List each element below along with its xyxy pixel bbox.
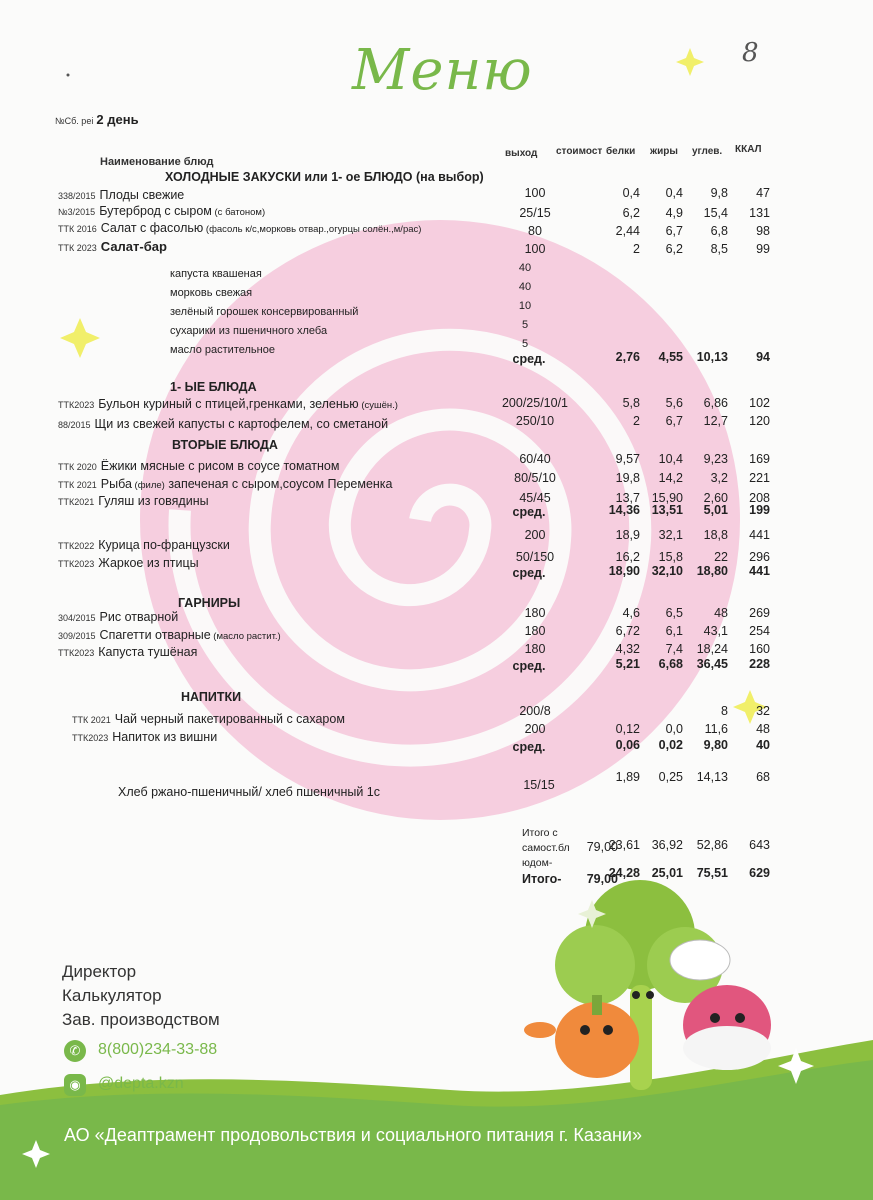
dish-name (58, 643, 197, 661)
dish-output: 200/8 (519, 704, 551, 718)
salad-ingredient-output: 40 (518, 281, 532, 293)
dish-code: ТТК 2023 (58, 243, 97, 253)
dish-c: 18,8 (703, 528, 728, 542)
total1-c: 52,86 (696, 838, 728, 852)
dish-f: 14,2 (658, 471, 683, 485)
dish-name (58, 492, 209, 510)
dish-p: 19,8 (615, 471, 640, 485)
dish-p: 6,72 (615, 624, 640, 638)
total2-p: 24,28 (608, 866, 640, 880)
total2-k: 629 (749, 866, 770, 880)
dish-title: Чай черный пакетированный с сахаром (114, 712, 345, 726)
avg-label: сред. (512, 740, 546, 754)
dish-title: Салат-бар (100, 239, 167, 254)
phone-number[interactable]: 8(800)234-33-88 (98, 1041, 218, 1058)
dish-name (58, 536, 230, 554)
dish-k: 160 (749, 642, 770, 656)
dish-c: 22 (714, 550, 728, 564)
dish-p: 13,7 (615, 491, 640, 505)
dish-code: 88/2015 (58, 420, 91, 430)
dish-output: 250/10 (515, 414, 555, 428)
dish-name (58, 395, 398, 413)
dish-name (58, 608, 178, 626)
dish-code: ТТК2023 (58, 400, 95, 410)
salad-ingredient-output: 10 (518, 300, 532, 312)
phone-icon: ✆ (64, 1040, 86, 1062)
total1-cost: 79,00 (586, 840, 618, 854)
section-sides: ГАРНИРЫ (178, 596, 241, 610)
avg-drinks-p: 0,06 (615, 738, 640, 752)
bread-c: 14,13 (696, 770, 728, 784)
dish-c: 48 (714, 606, 728, 620)
dish-p: 2 (633, 414, 640, 428)
dish-c: 18,24 (696, 642, 728, 656)
dish-p: 5,8 (622, 396, 640, 410)
dish-output: 50/150 (515, 550, 555, 564)
footer-organization: АО «Деаптрамент продовольствия и социального питания г. Казани» (64, 1125, 642, 1145)
dish-title: Капуста тушёная (98, 645, 198, 659)
col-fat-header: жиры (650, 146, 678, 157)
dish-name (58, 238, 167, 256)
total2-label: Итого- (522, 872, 562, 886)
dish-name (58, 475, 393, 493)
dish-k: 99 (756, 242, 770, 256)
avg-second1-p: 14,36 (608, 503, 640, 517)
section-cold: ХОЛОДНЫЕ ЗАКУСКИ или 1- ое БЛЮДО (на выбор) (165, 170, 484, 184)
dish-k: 47 (756, 186, 770, 200)
avg-second2-c: 18,80 (696, 564, 728, 578)
total1-label: Итого с самост.бл юдом- (522, 827, 570, 869)
dish-k: 120 (749, 414, 770, 428)
dish-f: 4,9 (665, 206, 683, 220)
dish-f: 6,7 (665, 414, 683, 428)
dish-p: 9,57 (615, 452, 640, 466)
dish-f: 32,1 (658, 528, 683, 542)
bread-k: 68 (756, 770, 770, 784)
dish-f: 6,1 (665, 624, 683, 638)
dish-output: 80/5/10 (514, 471, 556, 485)
dish-k: 208 (749, 491, 770, 505)
dish-title: Рыба (100, 477, 132, 491)
dish-title: Бутерброд с сыром (99, 204, 212, 218)
staff-calculator: Калькулятор (62, 986, 162, 1005)
dish-title: Напиток из вишни (112, 730, 218, 744)
dish-title: Курица по-французски (98, 538, 230, 552)
avg-label: сред. (512, 659, 546, 673)
dish-code: 304/2015 (58, 613, 96, 623)
dish-output: 200/25/10/1 (501, 396, 569, 410)
dish-p: 2,44 (615, 224, 640, 238)
instagram-handle[interactable]: @depta.kzn (98, 1075, 184, 1092)
dish-output: 200 (524, 722, 546, 736)
dish-note: (фасоль к/с,морковь отвар.,огурцы солён.,м/рас) (203, 224, 422, 235)
dish-title: Спагетти отварные (99, 628, 211, 642)
bread-p: 1,89 (615, 770, 640, 784)
dish-output: 180 (524, 606, 546, 620)
avg-label: сред. (512, 566, 546, 580)
avg-second1-k: 199 (749, 503, 770, 517)
avg-cold-k: 94 (756, 350, 770, 364)
salad-ingredient-output: 40 (518, 262, 532, 274)
dish-f: 7,4 (665, 642, 683, 656)
dish-f: 6,5 (665, 606, 683, 620)
col-name-header: Наименование блюд (100, 156, 214, 168)
avg-cold-f: 4,55 (658, 350, 683, 364)
dish-output: 25/15 (519, 206, 551, 220)
dish-k: 221 (749, 471, 770, 485)
dish-c: 3,2 (710, 471, 728, 485)
dish-code: ТТК2023 (58, 648, 95, 658)
staff-production-head: Зав. производством (62, 1010, 220, 1029)
total2-c: 75,51 (696, 866, 728, 880)
avg-drinks-k: 40 (756, 738, 770, 752)
avg-sides-c: 36,45 (696, 657, 728, 671)
total2-cost: 79,00 (586, 872, 618, 886)
dish-k: 441 (749, 528, 770, 542)
dish-name (58, 202, 265, 220)
dish-code: ТТК 2016 (58, 224, 97, 234)
dish-title: Гуляш из говядины (98, 494, 209, 508)
dish-title: Щи из свежей капусты с картофелем, со сметаной (94, 417, 389, 431)
avg-second1-c: 5,01 (703, 503, 728, 517)
dish-code: ТТК 2020 (58, 462, 97, 472)
avg-label: сред. (512, 352, 546, 366)
vegetable-characters (524, 880, 771, 1090)
dish-p: 0,12 (615, 722, 640, 736)
dish-c: 15,4 (703, 206, 728, 220)
dish-code: ТТК 2021 (72, 715, 111, 725)
dish-output: 180 (524, 624, 546, 638)
dish-code: №3/2015 (58, 207, 96, 217)
dish-k: 131 (749, 206, 770, 220)
dish-note: (масло растит.) (210, 631, 281, 642)
avg-second2-k: 441 (749, 564, 770, 578)
dish-f: 6,2 (665, 242, 683, 256)
dish-f: 15,8 (658, 550, 683, 564)
avg-drinks-f: 0,02 (658, 738, 683, 752)
dish-c: 9,8 (710, 186, 728, 200)
dish-f: 15,90 (651, 491, 683, 505)
dish-name (58, 554, 199, 572)
dish-f: 0,0 (665, 722, 683, 736)
dish-c: 6,86 (703, 396, 728, 410)
avg-cold-c: 10,13 (696, 350, 728, 364)
dish-c: 12,7 (703, 414, 728, 428)
salad-ingredient: сухарики из пшеничного хлеба (170, 325, 328, 337)
section-second: ВТОРЫЕ БЛЮДА (172, 438, 278, 452)
avg-second2-f: 32,10 (651, 564, 683, 578)
staff-director: Директор (62, 962, 137, 981)
avg-sides-p: 5,21 (615, 657, 640, 671)
dish-f: 5,6 (665, 396, 683, 410)
col-protein-header: белки (606, 146, 636, 157)
dish-note: (сушён.) (358, 400, 398, 411)
dish-output: 200 (524, 528, 546, 542)
bread-name: Хлеб ржано-пшеничный/ хлеб пшеничный 1с (118, 785, 380, 799)
dish-code: ТТК2023 (58, 559, 95, 569)
dish-code: ТТК2023 (72, 733, 109, 743)
dish-code: ТТК 2021 (58, 480, 97, 490)
dish-k: 98 (756, 224, 770, 238)
dish-c: 6,8 (710, 224, 728, 238)
page-title: Меню (352, 38, 533, 103)
dish-output: 100 (524, 186, 546, 200)
dish-output: 60/40 (519, 452, 551, 466)
dish-title: Плоды свежие (99, 188, 185, 202)
avg-drinks-c: 9,80 (703, 738, 728, 752)
avg-second1-f: 13,51 (651, 503, 683, 517)
dish-k: 102 (749, 396, 770, 410)
dish-output: 100 (524, 242, 546, 256)
dish-c: 8,5 (710, 242, 728, 256)
col-output-header: выход (505, 148, 538, 159)
instagram-icon: ◉ (64, 1074, 86, 1096)
dish-note: (с батоном) (211, 207, 266, 218)
dish-k: 48 (756, 722, 770, 736)
dish-name (72, 710, 345, 728)
total1-k: 643 (749, 838, 770, 852)
dish-p: 0,4 (622, 186, 640, 200)
col-kcal-header: ККАЛ (735, 144, 762, 155)
dish-p: 18,9 (615, 528, 640, 542)
dish-title: Бульон куриный с птицей,гренками, зеленью (98, 397, 359, 411)
dish-title: Рис отварной (99, 610, 179, 624)
dish-name (58, 457, 339, 475)
dish-c: 9,23 (703, 452, 728, 466)
dish-output: 80 (528, 224, 542, 238)
dish-code: 309/2015 (58, 631, 96, 641)
dish-c: 8 (721, 704, 728, 718)
dish-code: ТТК2022 (58, 541, 95, 551)
dish-output: 45/45 (519, 491, 551, 505)
dish-output: 180 (524, 642, 546, 656)
dish-f: 10,4 (658, 452, 683, 466)
col-carbs-header: углев. (692, 146, 723, 157)
dish-k: 269 (749, 606, 770, 620)
dish-p: 6,2 (622, 206, 640, 220)
bread-output: 15/15 (523, 778, 555, 792)
total1-f: 36,92 (651, 838, 683, 852)
dish-f: 0,4 (665, 186, 683, 200)
salad-ingredient: масло растительное (170, 344, 275, 356)
dish-name (58, 415, 388, 433)
dish-f: 6,7 (665, 224, 683, 238)
total1-p: 23,61 (608, 838, 640, 852)
dish-k: 169 (749, 452, 770, 466)
dish-title-cont: запеченая с сыром,соусом Переменка (164, 477, 393, 491)
salad-ingredient: зелёный горошек консервированный (170, 306, 359, 318)
salad-ingredient-output: 5 (521, 338, 529, 350)
dish-p: 2 (633, 242, 640, 256)
avg-sides-k: 228 (749, 657, 770, 671)
dish-code: 338/2015 (58, 191, 96, 201)
avg-sides-f: 6,68 (658, 657, 683, 671)
dish-p: 16,2 (615, 550, 640, 564)
avg-label: сред. (512, 505, 546, 519)
dish-p: 4,32 (615, 642, 640, 656)
dish-note: (филе) (131, 480, 165, 491)
section-drinks: НАПИТКИ (181, 690, 242, 704)
avg-cold-p: 2,76 (615, 350, 640, 364)
dish-k: 296 (749, 550, 770, 564)
bread-f: 0,25 (658, 770, 683, 784)
salad-ingredient: морковь свежая (170, 287, 253, 299)
salad-ingredient: капуста квашеная (170, 268, 262, 280)
dish-title: Ёжики мясные с рисом в соусе томатном (100, 459, 340, 473)
dish-c: 43,1 (703, 624, 728, 638)
dish-name (58, 626, 281, 644)
dish-c: 2,60 (703, 491, 728, 505)
dish-code: ТТК2021 (58, 497, 95, 507)
salad-ingredient-output: 5 (521, 319, 529, 331)
avg-second2-p: 18,90 (608, 564, 640, 578)
dish-title: Салат с фасолью (100, 221, 204, 235)
total2-f: 25,01 (651, 866, 683, 880)
dish-title: Жаркое из птицы (98, 556, 199, 570)
day-label: №Сб. реі 2 день (55, 112, 139, 127)
dish-k: 32 (756, 704, 770, 718)
dish-c: 11,6 (704, 722, 728, 736)
dish-k: 254 (749, 624, 770, 638)
page-number: 8 (742, 38, 759, 68)
dish-name (58, 219, 421, 237)
col-cost-header: стоимост (556, 146, 603, 157)
dish-name (72, 728, 217, 746)
dish-p: 4,6 (622, 606, 640, 620)
section-first: 1- ЫЕ БЛЮДА (170, 380, 257, 394)
